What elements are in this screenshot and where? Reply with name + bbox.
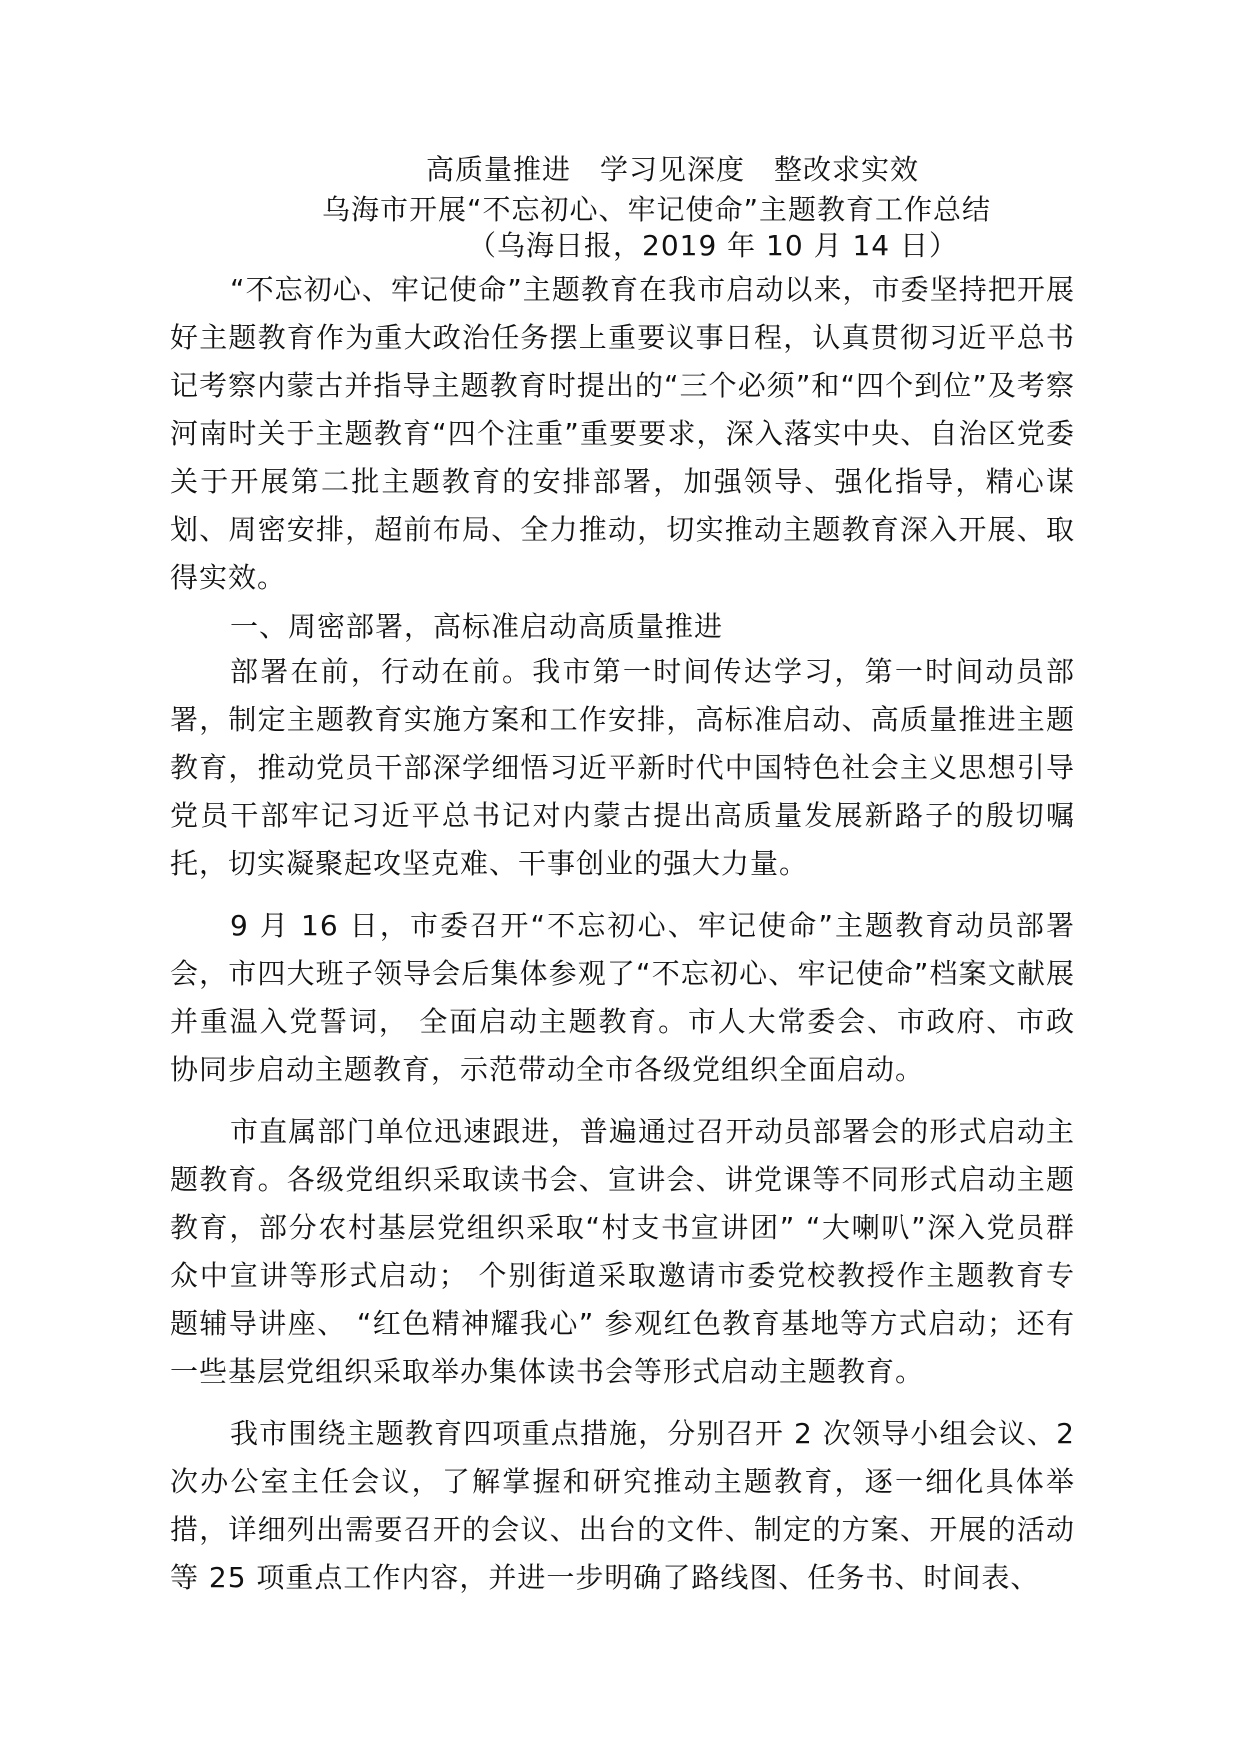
paragraph: 我市围绕主题教育四项重点措施，分别召开 2 次领导小组会议、2 次办公室主任会议，了解掌握和研究推动主题教育，逐一细化具体举措，详细列出需要召开的会议、出台的文件、制定的方案、开展的活动等 25 项重点工作内容，并进一步明确了路线图、任务书、时间表、 (170, 1417, 1075, 1594)
document-source: （乌海日报，2019 年 10 月 14 日） (468, 229, 959, 262)
document-title: 高质量推进 学习见深度 整改求实效 (426, 153, 920, 186)
paragraph: 部署在前，行动在前。我市第一时间传达学习，第一时间动员部署，制定主题教育实施方案和工作安排，高标准启动、高质量推进主题教育，推动党员干部深学细悟习近平新时代中国特色社会主义思想引导党员干部牢记习近平总书记对内蒙古提出高质量发展新路子的殷切嘱托，切实凝聚起攻坚克难、干事创业的强大力量。 (170, 655, 1075, 880)
paragraph-intro: “不忘初心、牢记使命”主题教育在我市启动以来，市委坚持把开展好主题教育作为重大政治任务摆上重要议事日程，认真贯彻习近平总书记考察内蒙古并指导主题教育时提出的“三个必须”和“四个到位”及考察河南时关于主题教育“四个注重”重要要求，深入落实中央、自治区党委关于开展第二批主题教育的安排部署，加强领导、强化指导，精心谋划、周密安排，超前布局、全力推动，切实推动主题教育深入开展、取得实效。 (170, 273, 1075, 594)
paragraph: 9 月 16 日，市委召开“不忘初心、牢记使命”主题教育动员部署会，市四大班子领导会后集体参观了“不忘初心、牢记使命”档案文献展并重温入党誓词， 全面启动主题教育。市人大常委会、市政府、市政协同步启动主题教育，示范带动全市各级党组织全面启动。 (170, 909, 1075, 1086)
paragraph: 市直属部门单位迅速跟进，普遍通过召开动员部署会的形式启动主题教育。各级党组织采取读书会、宣讲会、讲党课等不同形式启动主题教育，部分农村基层党组织采取“村支书宣讲团” “大喇叭”深入党员群众中宣讲等形式启动； 个别街道采取邀请市委党校教授作主题教育专题辅导讲座、 “红色精神耀我心” 参观红色教育基地等方式启动；还有一些基层党组织采取举办集体读书会等形式启动主题教育。 (170, 1115, 1075, 1388)
document-body (170, 266, 1075, 1602)
document-subtitle: 乌海市开展“不忘初心、牢记使命”主题教育工作总结 (322, 193, 992, 226)
section-heading: 一、周密部署，高标准启动高质量推进 (230, 610, 724, 643)
